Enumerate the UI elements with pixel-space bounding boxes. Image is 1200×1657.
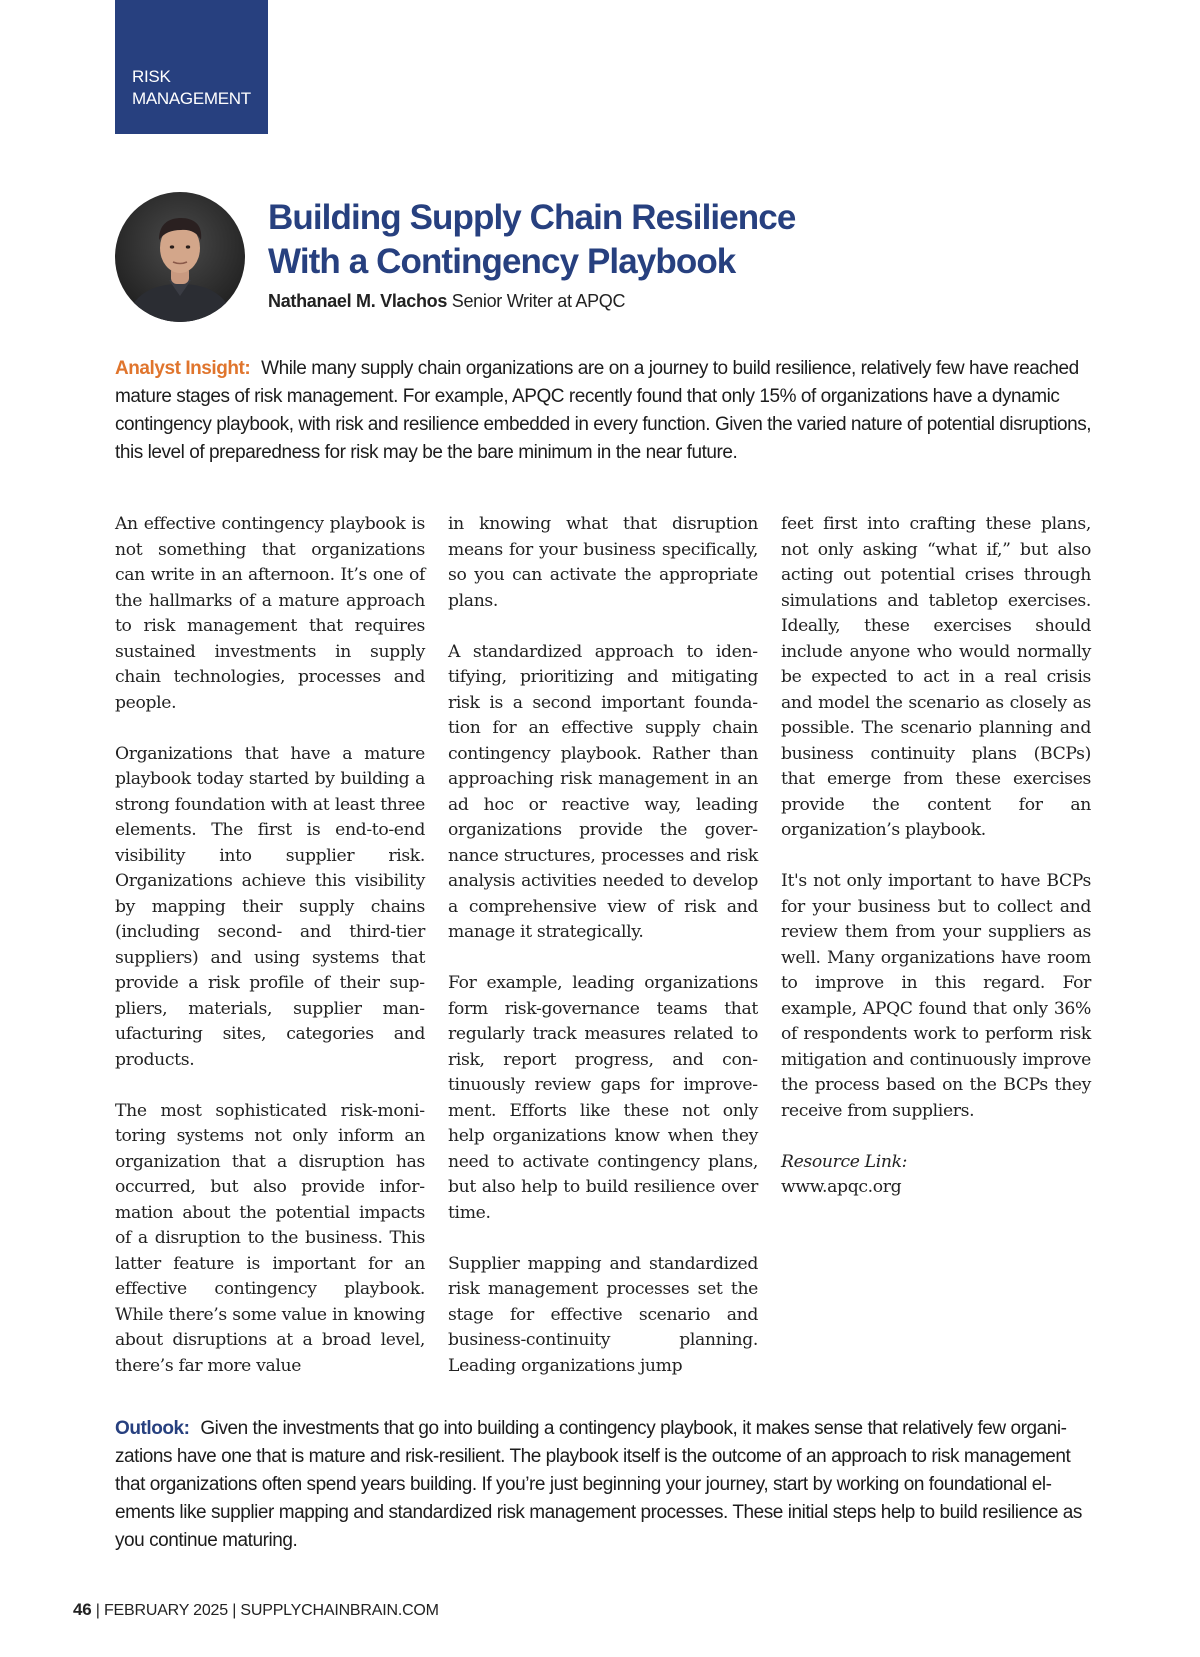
paragraph: An effective contingency playbook is not something that organizations can write in an afternoon. It’s one of the hallmarks of a mature approach to risk management that requires sustained investments in supply chain technologies, processes and people.: [115, 514, 425, 713]
page-number: 46: [73, 1600, 92, 1619]
paragraph: Organizations that have a mature playbook today started by building a strong foundation with at least three elements. The first is end-to-end visibility into supplier risk. Organizations achieve this visibility by mapping their supply chains (including second- and third-tier suppliers) and using systems that provide a risk profile of their suppliers, materials, supplier manufacturing sites, categories and products.: [115, 743, 425, 1070]
analyst-insight-label: Analyst Insight:: [115, 358, 251, 379]
analyst-insight-text: While many supply chain organizations are on a journey to build resilience, relatively few have reached mature stages of risk management. For example, APQC recently found that only 15% of organizations have a dynamic contingency playbook, with risk and resilience embedded in every function. Given the varied nature of potential disruptions, this level of preparedness for risk may be the bare minimum in the near future.: [115, 358, 1092, 463]
body-column-3: [781, 512, 1091, 1201]
outlook-label: Outlook:: [115, 1418, 190, 1439]
article-title-line1: Building Supply Chain Resilience: [268, 198, 796, 237]
analyst-insight: [115, 355, 1095, 467]
author-name: Nathanael M. Vlachos: [268, 291, 448, 311]
outlook-text: Given the investments that go into building a contingency playbook, it makes sense that relatively few organizations have one that is mature and risk-resilient. The playbook itself is the outcome of an approach to risk management that organizations often spend years building. If you’re just beginning your journey, start by working on foundational elements like supplier mapping and standardized risk management processes. These initial steps help to build resilience as you continue maturing.: [115, 1418, 1082, 1551]
resource-link-label: Resource Link:: [781, 1151, 908, 1172]
paragraph: in knowing what that disruption means for your business specifically, so you can activate the appropriate plans.: [448, 514, 758, 611]
paragraph: A standardized approach to identifying, prioritizing and mitigating risk is a second important foundation for an effective supply chain contingency playbook. Rather than approaching risk management in an ad hoc or reactive way, leading organizations provide the governance structures, processes and risk analysis activities needed to develop a comprehensive view of risk and manage it strategically.: [448, 641, 758, 942]
author-portrait-graphic: [115, 192, 245, 322]
author-photo: [115, 192, 245, 322]
body-column-2: [448, 512, 758, 1379]
author-role: Senior Writer at APQC: [451, 291, 626, 311]
page-footer: [73, 1600, 439, 1620]
resource-link[interactable]: www.apqc.org: [781, 1177, 902, 1197]
paragraph: It's not only important to have BCPs for your business but to collect and review them from your suppliers as well. Many organizations have room to improve in this regard. For example, APQC found that only 36% of respondents work to perform risk mitigation and continuously improve the process based on the BCPs they receive from suppliers.: [781, 871, 1091, 1121]
paragraph: The most sophisticated risk-monitoring systems not only inform an organization that a disruption has occurred, but also provide information about the potential impacts of a disruption to the business. This latter feature is important for an effective contingency playbook. While there’s some value in knowing about disruptions at a broad level, there’s far more value: [115, 1100, 425, 1376]
resource-block: [781, 1150, 1091, 1201]
section-label-line2: MANAGEMENT: [132, 89, 251, 108]
outlook: [115, 1415, 1095, 1555]
section-label-line1: RISK: [132, 67, 171, 86]
paragraph: feet first into crafting these plans, not only asking “what if,” but also acting out potential crises through simulations and tabletop exercises. Ideally, these exercises should include anyone who would normally be expected to act in a real crisis and model the scenario as closely as possible. The scenario planning and business continuity plans (BCPs) that emerge from these exercises provide the content for an organization’s playbook.: [781, 514, 1091, 840]
article-title-line2: With a Contingency Playbook: [268, 242, 736, 281]
article-title: [268, 196, 795, 284]
paragraph: Supplier mapping and standardized risk management processes set the stage for effective scenario and business-continuity planning. Leading organizations jump: [448, 1253, 758, 1376]
section-tab: [115, 0, 268, 134]
body-column-1: [115, 512, 425, 1379]
byline: [268, 291, 625, 312]
paragraph: For example, leading organizations form risk-governance teams that regularly track measures related to risk, report progress, and continuously review gaps for improvement. Efforts like these not only help organizations know when they need to activate contingency plans, but also help to build resilience over time.: [448, 973, 758, 1223]
footer-issue-text: | FEBRUARY 2025 | SUPPLYCHAINBRAIN.COM: [91, 1602, 439, 1619]
